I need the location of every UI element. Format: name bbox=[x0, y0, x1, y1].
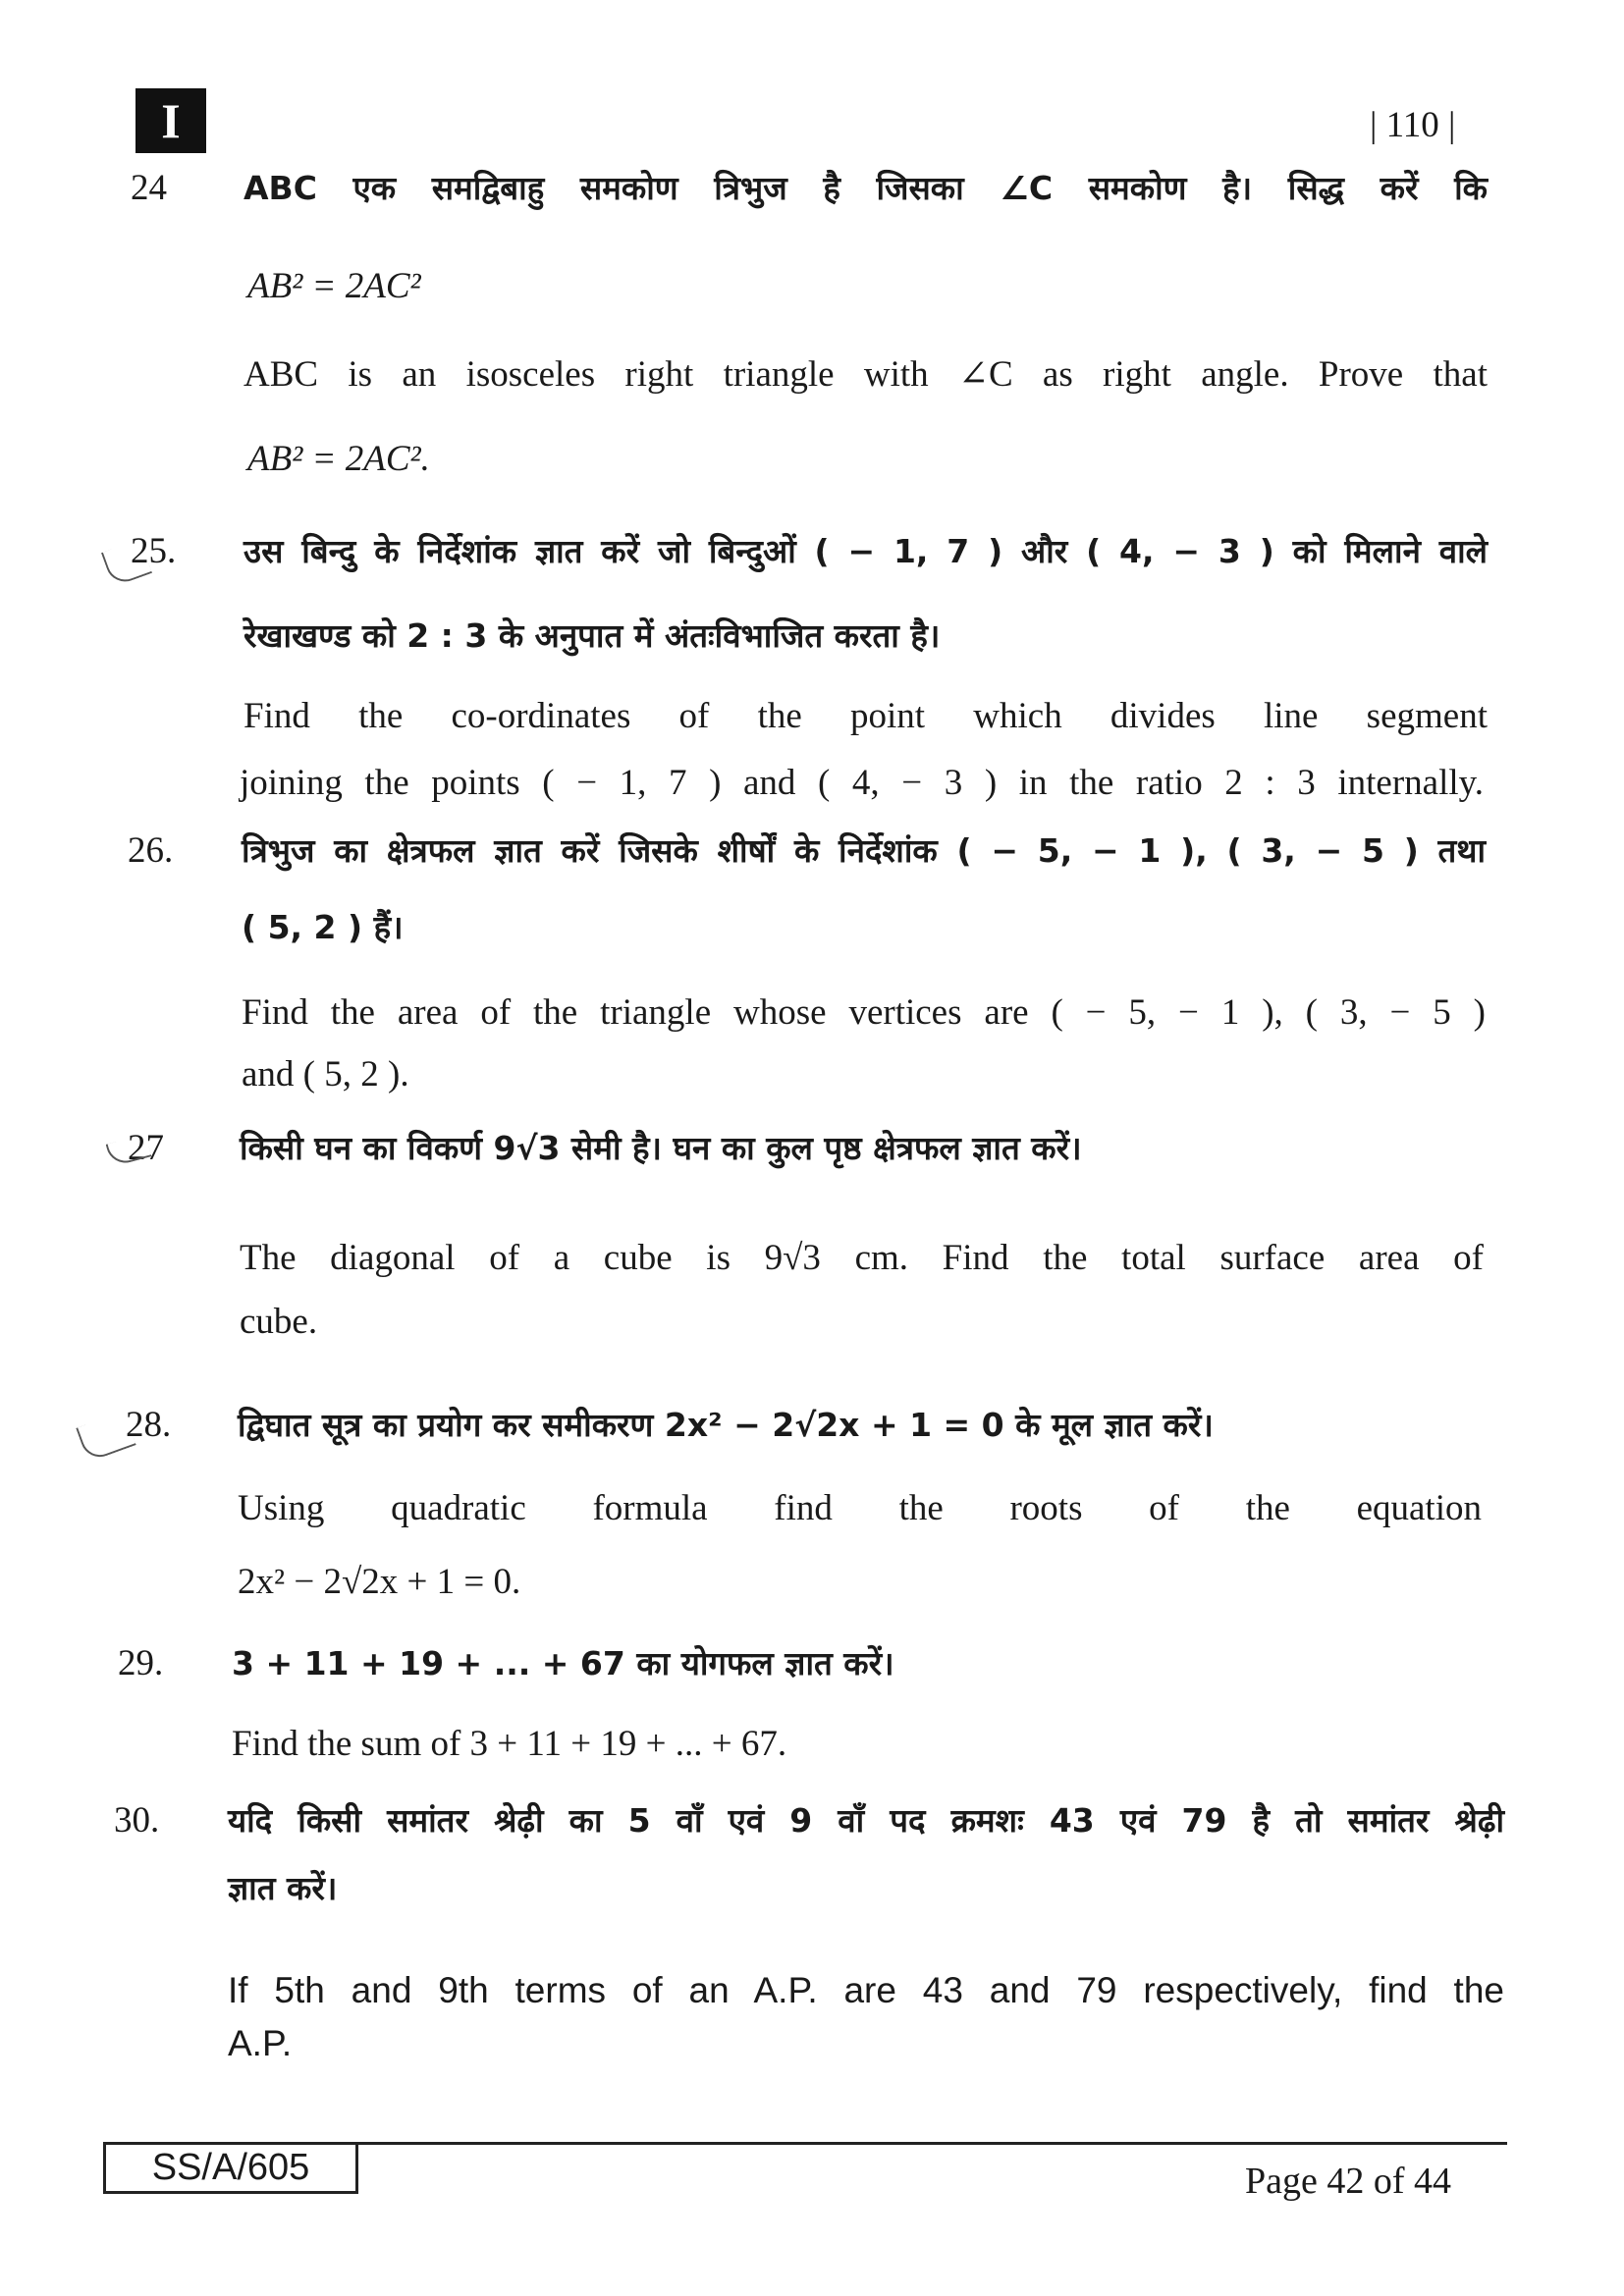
question-english-line: AB² = 2AC². bbox=[247, 439, 430, 479]
question-number: 26. bbox=[128, 830, 174, 871]
question-number: 27 bbox=[128, 1128, 164, 1168]
question-english-line: and ( 5, 2 ). bbox=[242, 1054, 409, 1095]
page-marks: | 110 | bbox=[1370, 105, 1456, 145]
paper-code: SS/A/605 bbox=[103, 2144, 358, 2194]
question-number: 24 bbox=[131, 168, 167, 208]
section-badge: I bbox=[135, 88, 206, 153]
question-number: 29. bbox=[118, 1643, 164, 1683]
question-hindi-line: उस बिन्दु के निर्देशांक ज्ञात करें जो बिन्दुओं ( − 1, 7 ) और ( 4, − 3 ) को मिलाने वाले bbox=[244, 532, 1488, 570]
question-english-line: If 5th and 9th terms of an A.P. are 43 and 79 respectively, find the bbox=[228, 1970, 1504, 2010]
question-hindi-line: यदि किसी समांतर श्रेढ़ी का 5 वाँ एवं 9 वाँ पद क्रमशः 43 एवं 79 है तो समांतर श्रेढ़ी bbox=[228, 1801, 1504, 1840]
question-number: 30. bbox=[114, 1800, 160, 1841]
question-number: 28. bbox=[126, 1405, 172, 1445]
question-hindi-line: द्विघात सूत्र का प्रयोग कर समीकरण 2x² − 2√2x + 1 = 0 के मूल ज्ञात करें। bbox=[238, 1406, 1214, 1444]
question-number: 25. bbox=[131, 531, 177, 571]
question-hindi-line: AB² = 2AC² bbox=[247, 266, 421, 306]
page-number: Page 42 of 44 bbox=[1245, 2161, 1452, 2202]
question-hindi-line: त्रिभुज का क्षेत्रफल ज्ञात करें जिसके शीर्षों के निर्देशांक ( − 5, − 1 ), ( 3, − 5 ) तथा bbox=[242, 831, 1486, 870]
question-hindi-line: किसी घन का विकर्ण 9√3 सेमी है। घन का कुल पृष्ठ क्षेत्रफल ज्ञात करें। bbox=[240, 1129, 1082, 1167]
question-hindi-line: ज्ञात करें। bbox=[228, 1869, 338, 1907]
question-english-line: A.P. bbox=[228, 2023, 293, 2063]
question-english-line: joining the points ( − 1, 7 ) and ( 4, − 3 ) in the ratio 2 : 3 internally. bbox=[240, 763, 1484, 803]
question-english-line: Find the co-ordinates of the point which divides line segment bbox=[244, 696, 1488, 736]
question-hindi-line: ABC एक समद्विबाहु समकोण त्रिभुज है जिसका ∠C समकोण है। सिद्ध करें कि bbox=[244, 169, 1488, 207]
question-english-line: cube. bbox=[240, 1302, 318, 1342]
question-english-line: ABC is an isosceles right triangle with ∠C as right angle. Prove that bbox=[244, 354, 1488, 395]
question-hindi-line: रेखाखण्ड को 2 : 3 के अनुपात में अंतःविभाजित करता है। bbox=[244, 616, 941, 655]
question-english-line: 2x² − 2√2x + 1 = 0. bbox=[238, 1562, 521, 1602]
question-english-line: The diagonal of a cube is 9√3 cm. Find the total surface area of bbox=[240, 1238, 1484, 1278]
question-english-line: Find the area of the triangle whose vertices are ( − 5, − 1 ), ( 3, − 5 ) bbox=[242, 992, 1486, 1033]
question-hindi-line: 3 + 11 + 19 + ... + 67 का योगफल ज्ञात करें। bbox=[232, 1644, 894, 1682]
question-english-line: Using quadratic formula find the roots of the equation bbox=[238, 1488, 1482, 1528]
question-hindi-line: ( 5, 2 ) हैं। bbox=[242, 908, 404, 946]
question-english-line: Find the sum of 3 + 11 + 19 + ... + 67. bbox=[232, 1724, 787, 1764]
